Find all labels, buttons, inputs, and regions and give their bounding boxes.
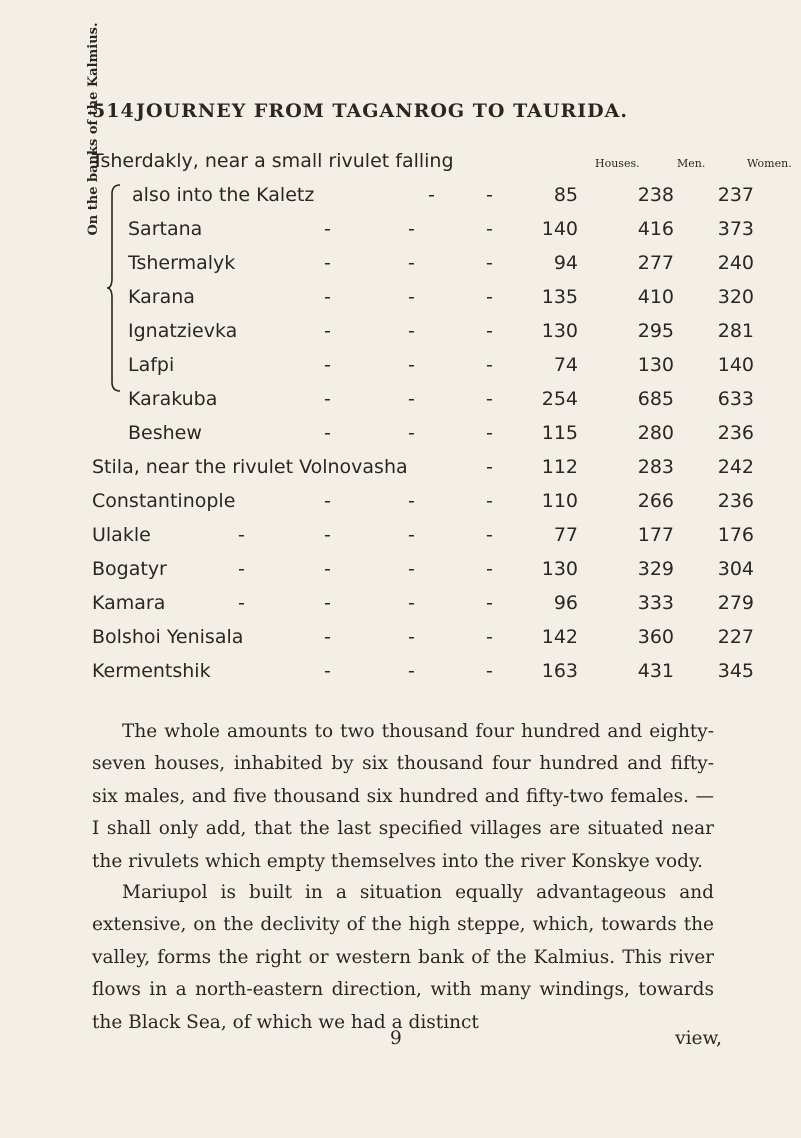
- men-value: 333: [637, 592, 674, 614]
- women-value: 281: [717, 320, 754, 342]
- women-value: 227: [717, 626, 754, 648]
- women-value: 140: [717, 354, 754, 376]
- men-value: 329: [637, 558, 674, 580]
- paragraph-text: The whole amounts to two thousand four hundred and eighty-seven houses, inhabited by six thousand four hundred and fifty-six males, and five thousand six hundred and fifty-two females. — I shall only add, that the last specified villages are situated near the rivulets which empty themselves into the river Konskye vody.: [92, 721, 714, 872]
- women-value: 236: [717, 422, 754, 444]
- men-value: 685: [637, 388, 674, 410]
- houses-value: 140: [541, 218, 578, 240]
- paragraph: [92, 716, 714, 878]
- table-row: Kermentshik - - - 163 431 345: [92, 660, 754, 682]
- left-brace: [107, 184, 121, 392]
- houses-value: 112: [541, 456, 578, 478]
- men-value: 431: [637, 660, 674, 682]
- men-value: 283: [637, 456, 674, 478]
- table-row: Beshew - - - 115 280 236: [128, 422, 754, 444]
- houses-value: 94: [553, 252, 578, 274]
- men-value: 295: [637, 320, 674, 342]
- village-name: Stila, near the rivulet Volnovasha: [92, 456, 408, 478]
- village-name: Ignatzievka: [128, 320, 238, 342]
- village-name: Bolshoi Yenisala: [92, 626, 244, 648]
- page-number: 514: [92, 100, 135, 122]
- houses-value: 74: [553, 354, 578, 376]
- men-value: 266: [637, 490, 674, 512]
- running-header: [92, 100, 732, 130]
- women-value: 242: [717, 456, 754, 478]
- signature-mark: 9: [390, 1028, 402, 1049]
- houses-value: 110: [541, 490, 578, 512]
- table-row: also into the Kaletz - - 85 238 237: [92, 184, 752, 212]
- village-name: Tshermalyk: [128, 252, 236, 274]
- houses-value: 135: [541, 286, 578, 308]
- men-value: 280: [637, 422, 674, 444]
- houses-value: 130: [541, 320, 578, 342]
- village-name: Lafpi: [128, 354, 175, 376]
- table-row: Karana - - - 135 410 320: [128, 286, 754, 308]
- running-title: JOURNEY FROM TAGANROG TO TAURIDA.: [136, 100, 628, 122]
- women-value: 320: [717, 286, 754, 308]
- table-row: Tshermalyk - - - 94 277 240: [128, 252, 754, 274]
- bracket-side-label: On the banks of the Kalmius.: [86, 22, 101, 236]
- column-header-houses: Houses.: [595, 157, 640, 170]
- row-values: [528, 184, 758, 212]
- catchword: view,: [675, 1028, 722, 1049]
- table-row: Ulakle - - - - 77 177 176: [92, 524, 754, 546]
- table-row: Lafpi - - - 74 130 140: [128, 354, 754, 376]
- column-header-women: Women.: [747, 157, 792, 170]
- population-table: [92, 150, 792, 700]
- village-name: Beshew: [128, 422, 202, 444]
- houses-value: 130: [541, 558, 578, 580]
- village-name: Karakuba: [128, 388, 218, 410]
- women-value: 345: [717, 660, 754, 682]
- women-value: 633: [717, 388, 754, 410]
- women-value: 237: [717, 184, 754, 206]
- table-row: Kamara - - - - 96 333 279: [92, 592, 754, 614]
- table-row: Constantinople - - - 110 266 236: [92, 490, 754, 512]
- houses-value: 163: [541, 660, 578, 682]
- houses-value: 85: [553, 184, 578, 206]
- column-header-men: Men.: [677, 157, 706, 170]
- village-name: Constantinople: [92, 490, 236, 512]
- men-value: 416: [637, 218, 674, 240]
- men-value: 410: [637, 286, 674, 308]
- village-name: Kamara: [92, 592, 166, 614]
- women-value: 236: [717, 490, 754, 512]
- men-value: 130: [637, 354, 674, 376]
- table-row: Sartana - - - 140 416 373: [128, 218, 754, 240]
- village-name: Kermentshik: [92, 660, 211, 682]
- table-row: Karakuba - - - 254 685 633: [128, 388, 754, 410]
- paragraph: [92, 877, 714, 1039]
- table-row: Bolshoi Yenisala - - - 142 360 227: [92, 626, 754, 648]
- village-name: Tsherdakly, near a small rivulet falling: [92, 150, 454, 172]
- women-value: 240: [717, 252, 754, 274]
- women-value: 304: [717, 558, 754, 580]
- table-row: Stila, near the rivulet Volnovasha - 112 283 242: [92, 456, 754, 478]
- houses-value: 77: [553, 524, 578, 546]
- houses-value: 254: [541, 388, 578, 410]
- page-footer: [92, 1028, 722, 1058]
- village-name: also into the Kaletz: [132, 184, 315, 206]
- men-value: 238: [637, 184, 674, 206]
- village-name: Bogatyr: [92, 558, 167, 580]
- women-value: 373: [717, 218, 754, 240]
- table-row: Bogatyr - - - - 130 329 304: [92, 558, 754, 580]
- men-value: 177: [637, 524, 674, 546]
- houses-value: 115: [541, 422, 578, 444]
- table-row: Ignatzievka - - - 130 295 281: [128, 320, 754, 342]
- women-value: 176: [717, 524, 754, 546]
- houses-value: 142: [541, 626, 578, 648]
- village-name: Ulakle: [92, 524, 151, 546]
- village-name: Karana: [128, 286, 195, 308]
- village-name: Sartana: [128, 218, 203, 240]
- men-value: 360: [637, 626, 674, 648]
- table-row: [92, 150, 752, 178]
- women-value: 279: [717, 592, 754, 614]
- houses-value: 96: [553, 592, 578, 614]
- men-value: 277: [637, 252, 674, 274]
- paragraph-text: Mariupol is built in a situation equally advantageous and extensive, on the declivity of the high steppe, which, towards the valley, forms the right or western bank of the Kalmius. This river flows in a north-eastern direction, with many windings, towards the Black Sea, of which we had a distinct: [92, 882, 714, 1033]
